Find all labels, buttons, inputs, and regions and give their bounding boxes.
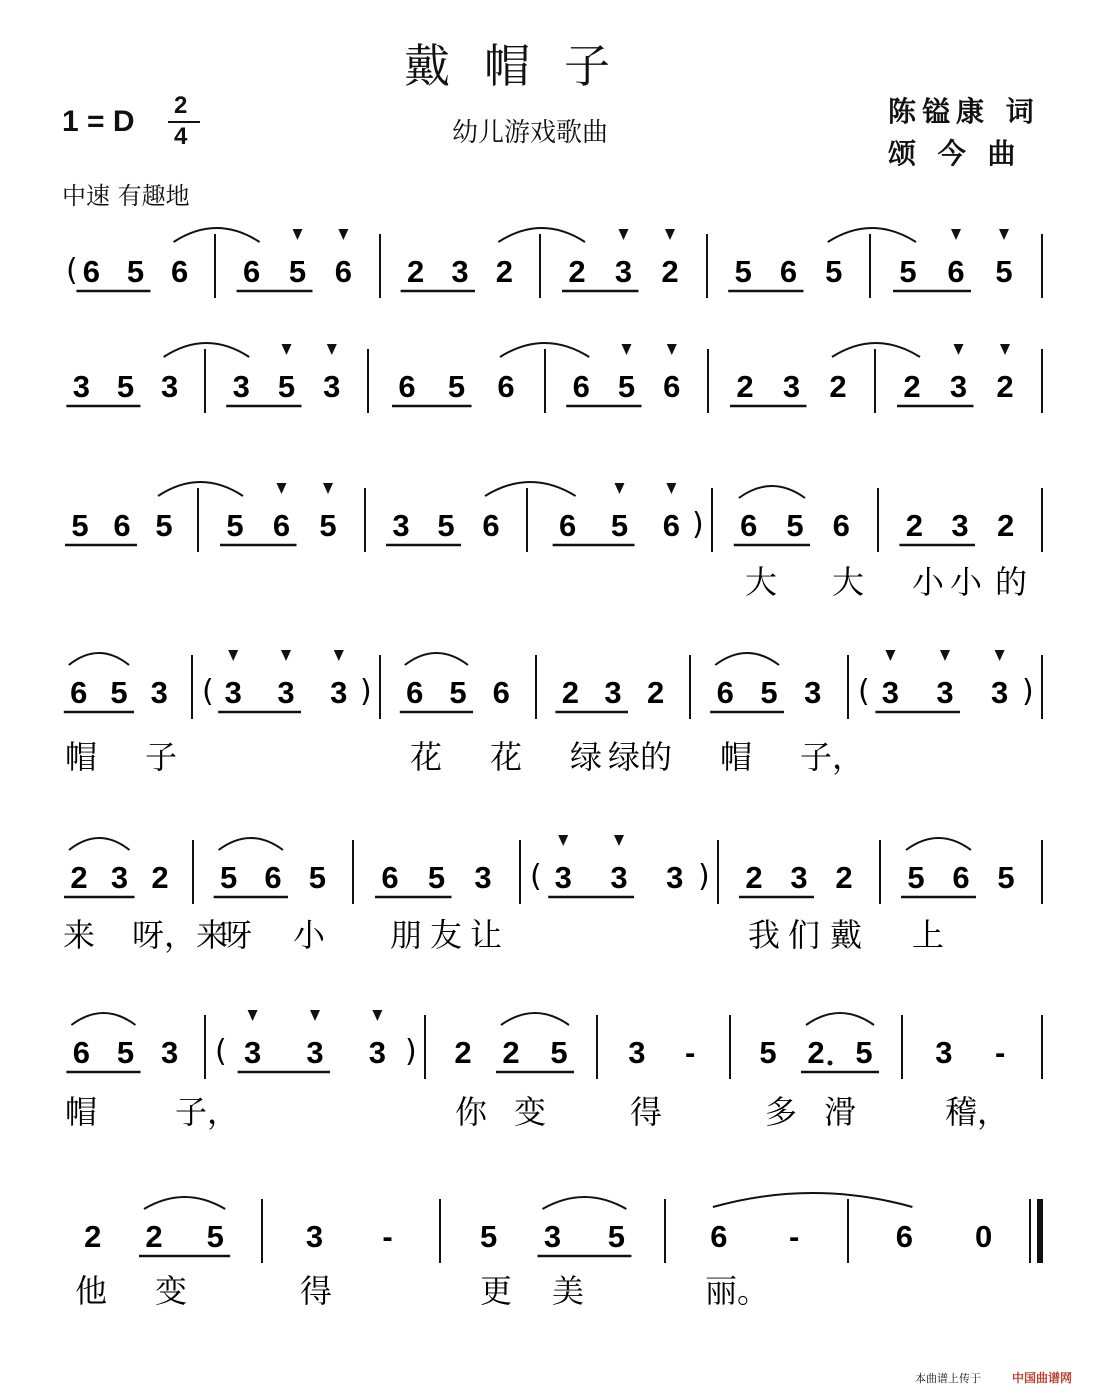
note: 6 [572, 369, 590, 404]
lyric-syllable: 绿 [570, 738, 603, 776]
composer-credit: 颂 今 曲 [888, 137, 1022, 170]
site-logo: 中国曲谱网 [1012, 1371, 1073, 1385]
paren-open: ( [530, 859, 542, 894]
lyric-syllable: 上 [912, 916, 945, 954]
note: 2 [807, 1035, 825, 1070]
note: 5 [479, 1219, 498, 1254]
lyric-syllable: 子， [800, 738, 865, 776]
song-title: 戴帽子 [404, 39, 644, 93]
key-signature: 1 = D [62, 105, 135, 138]
accent-mark [614, 835, 624, 846]
slur-arc [69, 838, 130, 850]
note: 2 [495, 254, 514, 289]
note: 3 [243, 1035, 262, 1070]
slur-arc [501, 1013, 569, 1025]
note: 6 [947, 254, 965, 289]
note: 6 [482, 508, 500, 543]
slur-arc [806, 1013, 874, 1025]
tie-arc [498, 228, 585, 242]
accent-mark [281, 650, 291, 661]
note: 3 [72, 369, 91, 404]
note: 2 [903, 369, 921, 404]
note: 3 [881, 675, 900, 710]
tie-arc [174, 228, 260, 242]
lyric-syllable: 子， [175, 1093, 240, 1131]
paren-close: ) [692, 507, 704, 542]
note: 3 [949, 369, 968, 404]
note: 3 [543, 1219, 562, 1254]
lyric-syllable: 呀 [220, 916, 253, 954]
note: 2 [736, 369, 754, 404]
accent-mark [334, 650, 344, 661]
accent-mark [248, 1010, 258, 1021]
note: 3 [330, 675, 348, 710]
note: 6 [264, 860, 282, 895]
note: 3 [628, 1035, 646, 1070]
note: 3 [110, 860, 129, 895]
accent-mark [338, 229, 348, 240]
accent-mark [372, 1010, 382, 1021]
lyric-syllable: 变 [155, 1272, 188, 1310]
note: 5 [126, 254, 145, 289]
note: 5 [277, 369, 296, 404]
lyric-syllable: 来 [63, 916, 96, 954]
note: 6 [492, 675, 510, 710]
note: 5 [617, 369, 636, 404]
note: 2 [454, 1035, 472, 1070]
accent-mark [277, 483, 287, 494]
note: 5 [734, 254, 752, 289]
lyric-syllable: 花 [410, 738, 443, 776]
note: 5 [116, 1035, 135, 1070]
note: 3 [790, 860, 808, 895]
tie-arc [713, 1193, 913, 1207]
accent-mark [622, 344, 632, 355]
lyric-syllable: 呀，来 [132, 916, 229, 954]
lyric-syllable: 大 [745, 563, 778, 601]
note: 5 [288, 254, 307, 289]
note: 5 [825, 254, 843, 289]
note: 5 [308, 860, 327, 895]
lyric-syllable: 帽 [65, 738, 98, 776]
lyric-syllable: 子 [145, 738, 178, 776]
note: 5 [899, 254, 917, 289]
tempo-marking: 中速 有趣地 [62, 182, 190, 210]
note: 3 [951, 508, 969, 543]
note: 3 [782, 369, 801, 404]
note: 3 [305, 1219, 324, 1254]
note: 5 [447, 369, 466, 404]
lyric-syllable: 戴 [830, 916, 863, 954]
note: 2 [84, 1219, 102, 1254]
slur-arc [906, 838, 971, 850]
accent-mark [282, 344, 292, 355]
lyric-syllable: 我 [748, 916, 781, 954]
paren-open: ( [858, 674, 870, 709]
accent-mark [999, 229, 1009, 240]
note: 6 [952, 860, 970, 895]
paren-close: ) [360, 674, 372, 709]
lyric-syllable: 美 [552, 1272, 585, 1310]
time-signature-bottom: 4 [174, 123, 188, 150]
note: 3 [160, 1035, 179, 1070]
note: 3 [935, 1035, 953, 1070]
accent-mark [995, 650, 1005, 661]
note: 3 [610, 860, 628, 895]
note: 6 [558, 508, 577, 543]
note: 5 [760, 675, 778, 710]
note: 6 [406, 675, 424, 710]
note: 3 [368, 1035, 387, 1070]
note: 6 [832, 508, 850, 543]
accent-mark [885, 650, 895, 661]
note: 2 [829, 369, 847, 404]
paren-open: ( [202, 674, 214, 709]
song-subtitle: 幼儿游戏歌曲 [452, 118, 609, 148]
lyric-syllable: 帽 [65, 1093, 98, 1131]
accent-mark [951, 229, 961, 240]
note: 5 [319, 508, 337, 543]
note: 6 [895, 1219, 914, 1254]
slur-arc [405, 653, 468, 665]
note-dot [828, 1061, 833, 1066]
note: 2 [406, 254, 425, 289]
lyric-syllable: 小 [950, 563, 983, 601]
note: 2 [561, 675, 580, 710]
accent-mark [665, 229, 675, 240]
accent-mark [619, 229, 629, 240]
paren-close: ) [405, 1034, 417, 1069]
note: 6 [381, 860, 399, 895]
note: 2 [568, 254, 586, 289]
time-signature-top: 2 [174, 92, 188, 119]
accent-mark [667, 344, 677, 355]
paren-close: ) [698, 859, 710, 894]
slur-arc [715, 653, 779, 665]
note: 2 [745, 860, 763, 895]
note: 3 [804, 675, 822, 710]
accent-mark [323, 483, 333, 494]
note: 5 [219, 860, 238, 895]
lyric-syllable: 绿 [608, 738, 641, 776]
lyricist-credit: 陈镒康 词 [888, 95, 1040, 128]
accent-mark [327, 344, 337, 355]
tie-arc [485, 482, 576, 496]
note: 6 [716, 675, 734, 710]
note: - [994, 1035, 1006, 1070]
lyric-syllable: 花 [490, 738, 523, 776]
note: 5 [155, 508, 173, 543]
note: 2 [835, 860, 853, 895]
note: 6 [242, 254, 261, 289]
note: 5 [907, 860, 925, 895]
note: 5 [71, 508, 89, 543]
note: 5 [206, 1219, 224, 1254]
note: - [382, 1219, 393, 1254]
note: 3 [277, 675, 295, 710]
note: 6 [70, 675, 88, 710]
lyric-syllable: 得 [630, 1093, 663, 1131]
lyric-syllable: 们 [788, 916, 821, 954]
note: 5 [437, 508, 455, 543]
note: 6 [740, 508, 758, 543]
accent-mark [558, 835, 568, 846]
lyric-syllable: 他 [75, 1272, 108, 1310]
note: 6 [497, 369, 515, 404]
note: 5 [607, 1219, 626, 1254]
lyric-syllable: 友 [430, 916, 463, 954]
lyric-syllable: 你 [455, 1093, 488, 1131]
tie-arc [164, 343, 250, 357]
note: 3 [666, 860, 684, 895]
note: 3 [936, 675, 954, 710]
note: 6 [662, 508, 681, 543]
note: 5 [786, 508, 804, 543]
note: 3 [224, 675, 242, 710]
lyric-syllable: 小 [293, 916, 326, 954]
note: 3 [614, 254, 633, 289]
note: 0 [974, 1219, 993, 1254]
note: 5 [997, 860, 1015, 895]
accent-mark [310, 1010, 320, 1021]
lyric-syllable: 滑 [824, 1093, 857, 1131]
note: 5 [226, 508, 244, 543]
lyric-syllable: 丽。 [705, 1272, 770, 1310]
slur-arc [69, 653, 129, 665]
note: 2 [151, 860, 169, 895]
lyric-syllable: 更 [480, 1272, 513, 1310]
note: 5 [855, 1035, 873, 1070]
paren-open: ( [66, 253, 78, 288]
lyric-syllable: 朋 [390, 916, 423, 954]
tie-arc [828, 228, 916, 242]
note: 6 [710, 1219, 728, 1254]
tie-arc [158, 482, 243, 496]
upload-note: 本曲谱上传于 [915, 1372, 981, 1385]
paren-close: ) [1022, 674, 1034, 709]
lyric-syllable: 得 [300, 1272, 333, 1310]
slur-arc [71, 1013, 135, 1025]
note: 2 [661, 254, 679, 289]
lyric-syllable: 的 [995, 563, 1028, 601]
slur-arc [219, 838, 283, 850]
note: 5 [995, 254, 1013, 289]
lyric-syllable: 大 [832, 563, 865, 601]
accent-mark [615, 483, 625, 494]
note: 5 [449, 675, 467, 710]
accent-mark [954, 344, 964, 355]
paren-open: ( [215, 1034, 227, 1069]
note: 6 [113, 508, 131, 543]
lyric-syllable: 帽 [720, 738, 753, 776]
note: 2 [646, 675, 665, 710]
note: 6 [779, 254, 798, 289]
note: 5 [110, 675, 128, 710]
accent-mark [940, 650, 950, 661]
note: 6 [170, 254, 189, 289]
note: 3 [160, 369, 179, 404]
lyric-syllable: 稽， [945, 1093, 1010, 1131]
note: - [788, 1219, 800, 1254]
note: 6 [82, 254, 101, 289]
lyric-syllable: 让 [470, 916, 503, 954]
note: - [684, 1035, 696, 1070]
note: 5 [550, 1035, 568, 1070]
note: 3 [604, 675, 622, 710]
accent-mark [1000, 344, 1010, 355]
note: 3 [990, 675, 1009, 710]
slur-arc [144, 1197, 225, 1209]
note: 2 [905, 508, 924, 543]
note: 3 [150, 675, 168, 710]
note: 3 [323, 369, 341, 404]
note: 2 [502, 1035, 520, 1070]
note: 2 [70, 860, 88, 895]
lyric-syllable: 多 [765, 1093, 798, 1131]
note: 6 [398, 369, 416, 404]
note: 5 [427, 860, 446, 895]
note: 2 [996, 369, 1014, 404]
note: 5 [610, 508, 629, 543]
note: 5 [116, 369, 135, 404]
lyric-syllable: 变 [514, 1093, 547, 1131]
note: 3 [451, 254, 469, 289]
note: 6 [272, 508, 291, 543]
note: 6 [663, 369, 681, 404]
note: 3 [474, 860, 492, 895]
slur-arc [739, 486, 805, 498]
note: 3 [392, 508, 410, 543]
lyric-syllable: 小 [912, 563, 945, 601]
lyric-syllable: 的 [640, 738, 673, 776]
note: 3 [554, 860, 572, 895]
note: 3 [232, 369, 250, 404]
note: 6 [334, 254, 353, 289]
slur-arc [543, 1197, 627, 1209]
note: 2 [996, 508, 1015, 543]
note: 5 [759, 1035, 777, 1070]
accent-mark [228, 650, 238, 661]
note: 3 [306, 1035, 324, 1070]
accent-mark [666, 483, 676, 494]
note: 2 [145, 1219, 163, 1254]
note: 6 [72, 1035, 91, 1070]
accent-mark [293, 229, 303, 240]
